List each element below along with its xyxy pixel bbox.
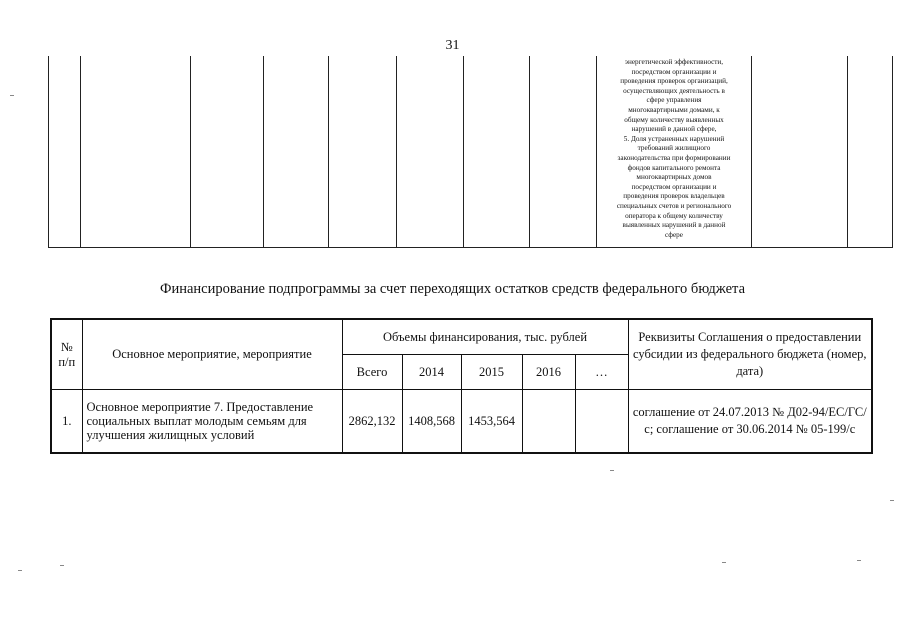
row-2016 xyxy=(522,390,575,454)
indicator-note xyxy=(597,56,751,240)
note-line: многоквартирными домами, к xyxy=(628,105,720,114)
header-agreement: Реквизиты Соглашения о предоставлении субсидии из федерального бюджета (номер, дата) xyxy=(628,319,872,390)
note-line: оператора к общему количеству xyxy=(625,211,723,220)
row-number: 1. xyxy=(51,390,82,454)
header-2015: 2015 xyxy=(461,355,522,390)
note-line: проведения проверок организаций, xyxy=(620,77,728,86)
note-line: специальных счетов и регионального xyxy=(616,201,732,210)
note-line: общему количеству выявленных xyxy=(624,115,724,124)
note-line: сфере xyxy=(665,230,683,239)
row-2014: 1408,568 xyxy=(402,390,461,454)
continuation-cell xyxy=(752,56,848,248)
continuation-cell xyxy=(49,56,81,248)
page-number: 31 xyxy=(445,38,460,53)
continuation-cell xyxy=(329,56,397,248)
continuation-cell xyxy=(848,56,893,248)
indicator-note-cell xyxy=(597,56,752,248)
note-line: посредством организации и xyxy=(631,182,717,191)
header-2014: 2014 xyxy=(402,355,461,390)
note-line: законодательства при формировании xyxy=(617,153,731,162)
header-activity: Основное мероприятие, мероприятие xyxy=(82,319,342,390)
note-line: нарушений в данной сфере, xyxy=(631,125,717,134)
header-2016: 2016 xyxy=(522,355,575,390)
note-line: многоквартирных домов xyxy=(636,173,712,182)
row-more-years xyxy=(575,390,628,454)
scan-speck xyxy=(857,560,861,561)
note-line: проведения проверок владельцев xyxy=(623,192,725,201)
header-number: № п/п xyxy=(51,319,82,390)
row-agreement: соглашение от 24.07.2013 № Д02-94/ЕС/ГС/с; соглашение от 30.06.2014 № 05-199/с xyxy=(628,390,872,454)
row-2015: 1453,564 xyxy=(461,390,522,454)
scan-speck xyxy=(610,470,614,471)
continuation-cell xyxy=(264,56,329,248)
note-line: требований жилищного xyxy=(637,144,711,153)
note-line: выявленных нарушений в данной xyxy=(622,221,726,230)
note-line: 5. Доля устраненных нарушений xyxy=(623,134,725,143)
row-total: 2862,132 xyxy=(342,390,402,454)
continuation-cell xyxy=(464,56,530,248)
header-total: Всего xyxy=(342,355,402,390)
note-line: посредством организации и xyxy=(631,67,717,76)
note-line: энергетической эффективности, xyxy=(624,58,724,66)
table-row xyxy=(51,390,872,454)
continuation-cell xyxy=(191,56,264,248)
note-line: фондов капитального ремонта xyxy=(627,163,721,172)
note-line: сфере управления xyxy=(646,96,702,105)
continuation-cell xyxy=(530,56,597,248)
scan-speck xyxy=(10,95,14,96)
row-activity: Основное мероприятие 7. Предоставление социальных выплат молодым семьям для улучшения жилищных условий xyxy=(82,390,342,454)
section-title: Финансирование подпрограммы за счет переходящих остатков средств федерального бюджета xyxy=(160,281,745,297)
continuation-cell xyxy=(397,56,464,248)
continuation-table xyxy=(48,56,893,248)
scan-speck xyxy=(18,570,22,571)
header-funding-group: Объемы финансирования, тыс. рублей xyxy=(342,319,628,355)
note-line: осуществляющих деятельность в xyxy=(623,86,725,95)
header-more-years: … xyxy=(575,355,628,390)
scan-speck xyxy=(890,500,894,501)
scan-speck xyxy=(722,562,726,563)
scan-speck xyxy=(60,565,64,566)
continuation-cell xyxy=(81,56,191,248)
financing-table xyxy=(50,318,873,454)
